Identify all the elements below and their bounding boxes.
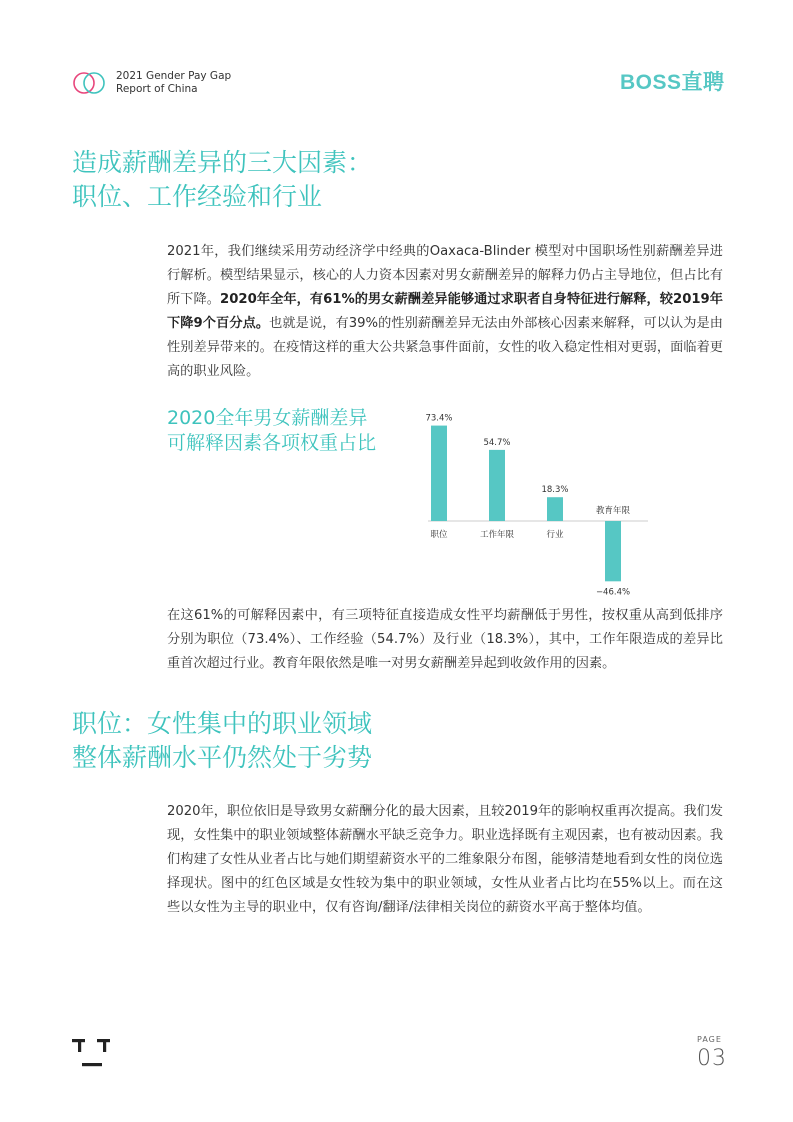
bar-0 xyxy=(431,426,447,521)
chart-title-line2: 可解释因素各项权重占比 xyxy=(167,432,377,454)
page-number: 03 xyxy=(697,1046,727,1071)
value-label-2: 18.3% xyxy=(541,485,569,496)
section1-title xyxy=(72,146,372,214)
bar-1 xyxy=(489,450,505,521)
section2-title xyxy=(72,707,372,775)
report-logo-icon xyxy=(72,70,108,96)
category-label-0: 职位 xyxy=(430,530,448,540)
weight-bar-chart xyxy=(420,405,680,598)
section1-paragraph xyxy=(167,240,723,384)
section1-para-bold: 2020年全年，有61%的男女薪酬差异能够通过求职者自身特征进行解释，较2019年下降9个百分点。 xyxy=(167,292,723,331)
page-label: PAGE xyxy=(697,1035,722,1044)
brand-face-icon xyxy=(72,1037,112,1069)
value-label-1: 54.7% xyxy=(483,437,511,448)
bar-3 xyxy=(605,521,621,581)
section1-title-line1: 造成薪酬差异的三大因素： xyxy=(72,148,373,177)
section1-para-part1: 2021年，我们继续采用劳动经济学中经典的Oaxaca-Blinder 模型对中国职场性别薪酬差异进行解析。模型结果显示，核心的人力资本因素对男女薪酬差异的解释力仍占主导地位，但占比有所下降。 xyxy=(167,244,723,307)
chart-title-line1: 2020全年男女薪酬差异 xyxy=(167,407,368,429)
section2-paragraph: 2020年，职位依旧是导致男女薪酬分化的最大因素，且较2019年的影响权重再次提高。我们发现，女性集中的职业领域整体薪酬水平缺乏竞争力。职业选择既有主观因素，也有被动因素。我们构建了女性从业者占比与她们期望薪资水平的二维象限分布图，能够清楚地看到女性的岗位选择现状。图中的红色区域是女性较为集中的职业领域，女性从业者占比均在55%以上。而在这些以女性为主导的职业中，仅有咨询/翻译/法律相关岗位的薪资水平高于整体均值。 xyxy=(167,804,723,915)
category-label-1: 工作年限 xyxy=(479,530,515,540)
section1-para-part2: 也就是说，有39%的性别薪酬差异无法由外部核心因素来解释，可以认为是由性别差异带来的。在疫情这样的重大公共紧急事件面前，女性的收入稳定性相对更弱，面临着更高的职业风险。 xyxy=(167,316,723,379)
report-title-line1: 2021 Gender Pay Gap xyxy=(116,70,232,82)
chart-title xyxy=(167,406,376,456)
value-label-0: 73.4% xyxy=(425,413,453,424)
category-label-3: 教育年限 xyxy=(595,506,631,516)
section2-title-line2: 整体薪酬水平仍然处于劣势 xyxy=(72,743,373,772)
category-label-2: 行业 xyxy=(546,530,564,540)
section1-title-line2: 职位、工作经验和行业 xyxy=(72,182,323,211)
value-label-3: −46.4% xyxy=(595,587,631,598)
report-title xyxy=(116,70,231,96)
section2-title-line1: 职位：女性集中的职业领域 xyxy=(72,709,373,738)
brand-logo: BOSS直聘 xyxy=(620,71,725,94)
report-title-line2: Report of China xyxy=(116,83,198,95)
chart-explanation-paragraph: 在这61%的可解释因素中，有三项特征直接造成女性平均薪酬低于男性，按权重从高到低排序分别为职位（73.4%）、工作经验（54.7%）及行业（18.3%），其中，工作年限造成的差异比重首次超过行业。教育年限依然是唯一对男女薪酬差异起到收敛作用的因素。 xyxy=(167,608,723,671)
bar-2 xyxy=(547,497,563,521)
